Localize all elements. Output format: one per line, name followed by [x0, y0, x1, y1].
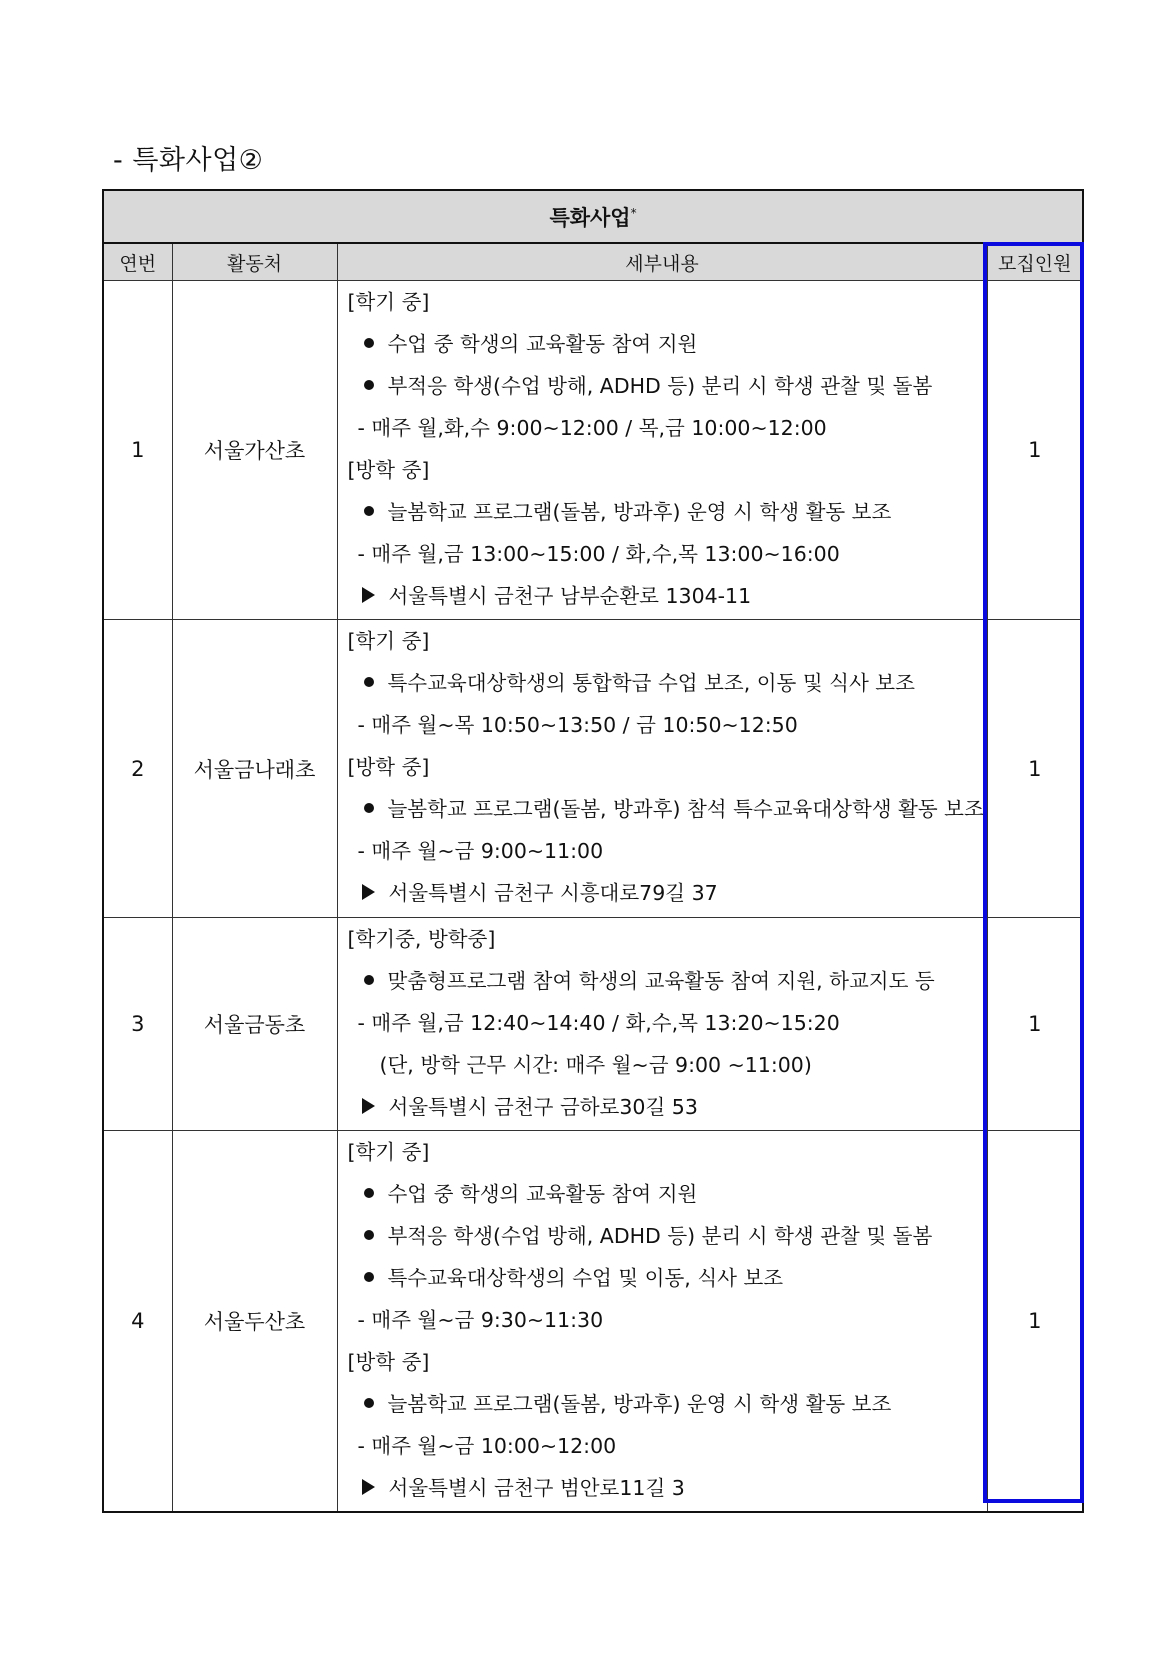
bullet-icon [364, 975, 374, 985]
line-text: [방학 중] [347, 1350, 430, 1374]
line-text: [학기 중] [347, 1140, 430, 1164]
period-label [348, 748, 987, 790]
period-label [348, 1343, 987, 1385]
header-detail: 세부내용 [337, 243, 987, 281]
line-text: [방학 중] [347, 755, 430, 779]
bullet-icon [364, 803, 374, 813]
line-text: 수업 중 학생의 교육활동 참여 지원 [387, 332, 698, 356]
section-title: - 특화사업② [113, 145, 264, 176]
schedule-line [348, 1301, 987, 1343]
line-text: 특수교육대상학생의 수업 및 이동, 식사 보조 [387, 1266, 784, 1290]
bullet-icon [364, 1398, 374, 1408]
bullet-icon [364, 1230, 374, 1240]
address-line [348, 874, 987, 916]
row-count: 1 [987, 620, 1083, 918]
bullet-icon [364, 380, 374, 390]
row-detail [337, 281, 987, 620]
line-text: [학기 중] [347, 290, 430, 314]
period-label [348, 1133, 987, 1175]
line-text: 늘봄학교 프로그램(돌봄, 방과후) 운영 시 학생 활동 보조 [387, 1392, 892, 1416]
bullet-icon [364, 338, 374, 348]
line-text: [학기중, 방학중] [347, 927, 496, 951]
line-text: 늘봄학교 프로그램(돌봄, 방과후) 운영 시 학생 활동 보조 [387, 500, 892, 524]
table-row [103, 1131, 1083, 1513]
line-text: 서울특별시 금천구 금하로30길 53 [388, 1095, 698, 1119]
address-line [348, 577, 987, 619]
row-number: 2 [103, 620, 172, 918]
row-place: 서울금나래초 [172, 620, 337, 918]
period-label [348, 920, 987, 962]
address-line [348, 1469, 987, 1511]
row-number: 3 [103, 918, 172, 1131]
line-text: 특수교육대상학생의 통합학급 수업 보조, 이동 및 식사 보조 [387, 671, 915, 695]
period-label [348, 283, 987, 325]
triangle-right-icon [362, 1098, 375, 1114]
line-text: 서울특별시 금천구 남부순환로 1304-11 [388, 584, 752, 608]
bullet-icon [364, 677, 374, 687]
line-text: - 매주 월~금 9:30~11:30 [357, 1308, 604, 1332]
line-text: 서울특별시 금천구 범안로11길 3 [388, 1476, 685, 1500]
line-text: [학기 중] [347, 629, 430, 653]
schedule-note [348, 1046, 987, 1088]
bullet-icon [364, 1188, 374, 1198]
duty-item [348, 325, 987, 367]
specialized-program-table [102, 189, 1084, 1513]
line-text: 서울특별시 금천구 시흥대로79길 37 [388, 881, 718, 905]
row-detail [337, 620, 987, 918]
triangle-right-icon [362, 1479, 375, 1495]
table-caption [103, 190, 1083, 243]
line-text: 부적응 학생(수업 방해, ADHD 등) 분리 시 학생 관찰 및 돌봄 [387, 1224, 933, 1248]
header-count: 모집인원 [987, 243, 1083, 281]
address-line [348, 1088, 987, 1130]
row-count: 1 [987, 918, 1083, 1131]
period-label [348, 451, 987, 493]
row-detail [337, 1131, 987, 1513]
line-text: [방학 중] [347, 458, 430, 482]
duty-item [348, 1259, 987, 1301]
header-row [103, 243, 1083, 281]
row-count: 1 [987, 281, 1083, 620]
period-label [348, 622, 987, 664]
schedule-line [348, 1004, 987, 1046]
duty-item [348, 1217, 987, 1259]
row-place: 서울금동초 [172, 918, 337, 1131]
table-row [103, 281, 1083, 620]
row-place: 서울가산초 [172, 281, 337, 620]
duty-item [348, 493, 987, 535]
line-text: - 매주 월,화,수 9:00~12:00 / 목,금 10:00~12:00 [357, 416, 827, 440]
line-text: - 매주 월~금 10:00~12:00 [357, 1434, 617, 1458]
line-text: 늘봄학교 프로그램(돌봄, 방과후) 참석 특수교육대상학생 활동 보조 [387, 797, 984, 821]
schedule-line [348, 706, 987, 748]
line-text: - 매주 월,금 13:00~15:00 / 화,수,목 13:00~16:00 [357, 542, 840, 566]
duty-item [348, 664, 987, 706]
row-number: 4 [103, 1131, 172, 1513]
row-count: 1 [987, 1131, 1083, 1513]
line-text: 맞춤형프로그램 참여 학생의 교육활동 참여 지원, 하교지도 등 [387, 969, 935, 993]
duty-item [348, 790, 987, 832]
header-no: 연번 [103, 243, 172, 281]
row-detail [337, 918, 987, 1131]
bullet-icon [364, 1272, 374, 1282]
line-text: - 매주 월,금 12:40~14:40 / 화,수,목 13:20~15:20 [357, 1011, 840, 1035]
schedule-line [348, 535, 987, 577]
line-text: 부적응 학생(수업 방해, ADHD 등) 분리 시 학생 관찰 및 돌봄 [387, 374, 933, 398]
caption-mark: * [630, 205, 637, 220]
line-text: - 매주 월~목 10:50~13:50 / 금 10:50~12:50 [357, 713, 798, 737]
table-row [103, 620, 1083, 918]
table-row [103, 918, 1083, 1131]
triangle-right-icon [362, 884, 375, 900]
duty-item [348, 1385, 987, 1427]
line-text: (단, 방학 근무 시간: 매주 월~금 9:00 ~11:00) [379, 1053, 812, 1077]
caption-text: 특화사업 [549, 205, 631, 230]
triangle-right-icon [362, 587, 375, 603]
row-number: 1 [103, 281, 172, 620]
schedule-line [348, 1427, 987, 1469]
row-place: 서울두산초 [172, 1131, 337, 1513]
schedule-line [348, 832, 987, 874]
duty-item [348, 962, 987, 1004]
line-text: - 매주 월~금 9:00~11:00 [357, 839, 604, 863]
duty-item [348, 367, 987, 409]
header-place: 활동처 [172, 243, 337, 281]
schedule-line [348, 409, 987, 451]
line-text: 수업 중 학생의 교육활동 참여 지원 [387, 1182, 698, 1206]
bullet-icon [364, 506, 374, 516]
duty-item [348, 1175, 987, 1217]
